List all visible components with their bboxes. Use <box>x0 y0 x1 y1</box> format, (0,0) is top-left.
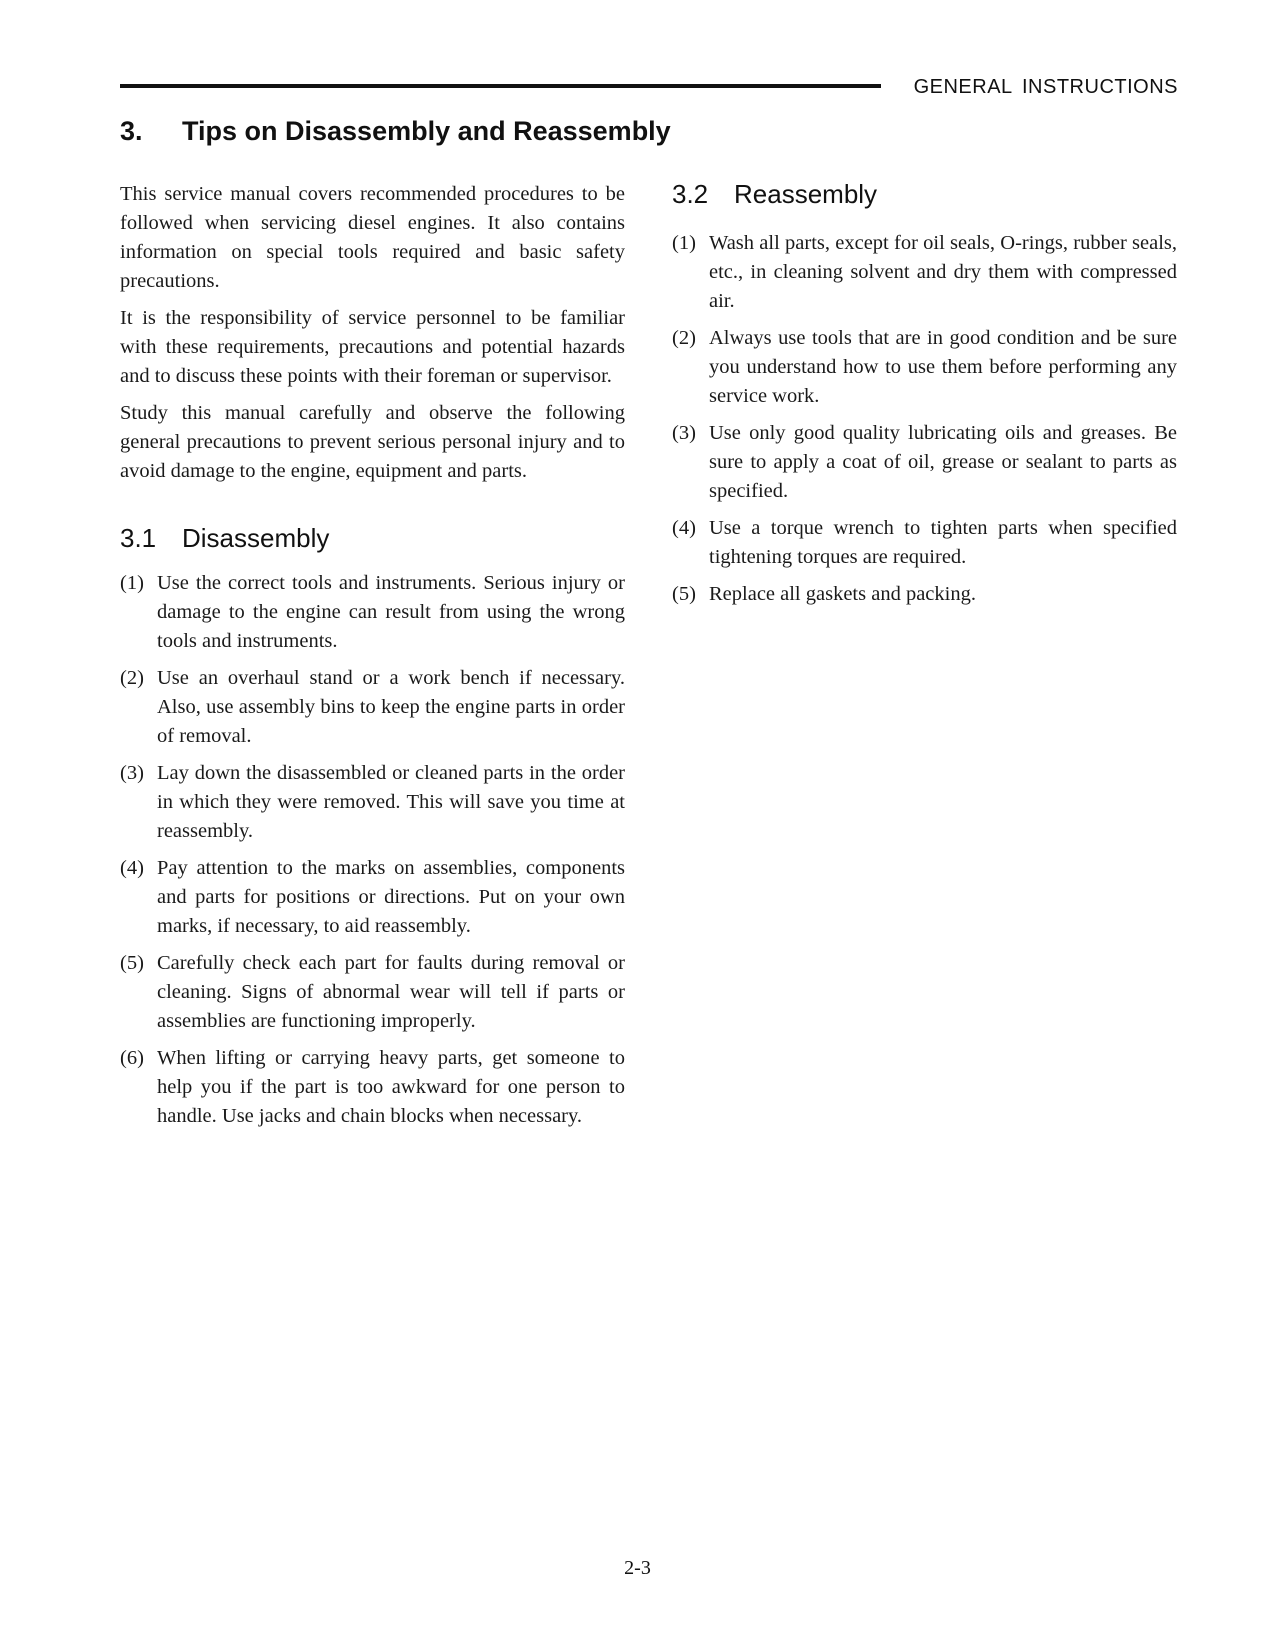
list-item <box>672 419 1177 506</box>
running-header: GENERAL INSTRUCTIONS <box>913 76 1178 98</box>
list-item <box>672 514 1177 572</box>
section-title-text: Tips on Disassembly and Reassembly <box>182 116 671 146</box>
item-text: Always use tools that are in good condition and be sure you understand how to use them before performing any service work. <box>709 327 1177 407</box>
list-item <box>672 324 1177 411</box>
intro-paragraph: Study this manual carefully and observe the following general precautions to prevent serious personal injury and to avoid damage to the engine, equipment and parts. <box>120 402 625 482</box>
item-marker: (3) <box>120 762 144 784</box>
disassembly-number: 3.1 <box>120 523 157 553</box>
intro-paragraph: This service manual covers recommended procedures to be followed when servicing diesel engines. It also contains information on special tools required and basic safety precautions. <box>120 183 625 292</box>
reassembly-number: 3.2 <box>672 179 709 209</box>
disassembly-heading <box>120 524 625 553</box>
item-text: Lay down the disassembled or cleaned parts in the order in which they were removed. This will save you time at reassembly. <box>157 762 625 842</box>
left-column <box>120 180 625 1139</box>
item-text: Wash all parts, except for oil seals, O-rings, rubber seals, etc., in cleaning solvent and dry them with compressed air. <box>709 232 1177 312</box>
list-item <box>120 664 625 751</box>
item-marker: (1) <box>120 572 144 594</box>
item-text: Replace all gaskets and packing. <box>709 583 976 605</box>
list-item <box>672 229 1177 316</box>
disassembly-list <box>120 569 625 1131</box>
intro-paragraph: It is the responsibility of service personnel to be familiar with these requirements, precautions and potential hazards and to discuss these points with their foreman or supervisor. <box>120 307 625 387</box>
item-marker: (3) <box>672 422 696 444</box>
section-number: 3. <box>120 116 143 146</box>
item-text: Carefully check each part for faults during removal or cleaning. Signs of abnormal wear will tell if parts or assemblies are functioning improperly. <box>157 952 625 1032</box>
right-column <box>672 180 1177 617</box>
item-marker: (5) <box>672 583 696 605</box>
header-rule <box>120 84 881 88</box>
item-text: Use an overhaul stand or a work bench if necessary. Also, use assembly bins to keep the engine parts in order of removal. <box>157 667 625 747</box>
reassembly-title: Reassembly <box>734 179 878 209</box>
list-item <box>120 569 625 656</box>
item-text: When lifting or carrying heavy parts, get someone to help you if the part is too awkward for one person to handle. Use jacks and chain blocks when necessary. <box>157 1047 625 1127</box>
page-number: 2-3 <box>624 1557 651 1579</box>
section-title <box>120 116 671 147</box>
item-marker: (4) <box>672 517 696 539</box>
item-marker: (4) <box>120 857 144 879</box>
item-marker: (5) <box>120 952 144 974</box>
item-text: Use the correct tools and instruments. Serious injury or damage to the engine can result from using the wrong tools and instruments. <box>157 572 625 652</box>
list-item <box>672 580 1177 609</box>
item-marker: (6) <box>120 1047 144 1069</box>
disassembly-title: Disassembly <box>182 523 330 553</box>
item-text: Use only good quality lubricating oils and greases. Be sure to apply a coat of oil, grease or sealant to parts as specified. <box>709 422 1177 502</box>
reassembly-list <box>672 229 1177 609</box>
list-item <box>120 759 625 846</box>
item-marker: (2) <box>120 667 144 689</box>
item-marker: (1) <box>672 232 696 254</box>
list-item <box>120 854 625 941</box>
list-item <box>120 949 625 1036</box>
list-item <box>120 1044 625 1131</box>
item-marker: (2) <box>672 327 696 349</box>
item-text: Pay attention to the marks on assemblies, components and parts for positions or directions. Put on your own marks, if necessary, to aid reassembly. <box>157 857 625 937</box>
item-text: Use a torque wrench to tighten parts when specified tightening torques are required. <box>709 517 1177 568</box>
reassembly-heading <box>672 180 1177 209</box>
